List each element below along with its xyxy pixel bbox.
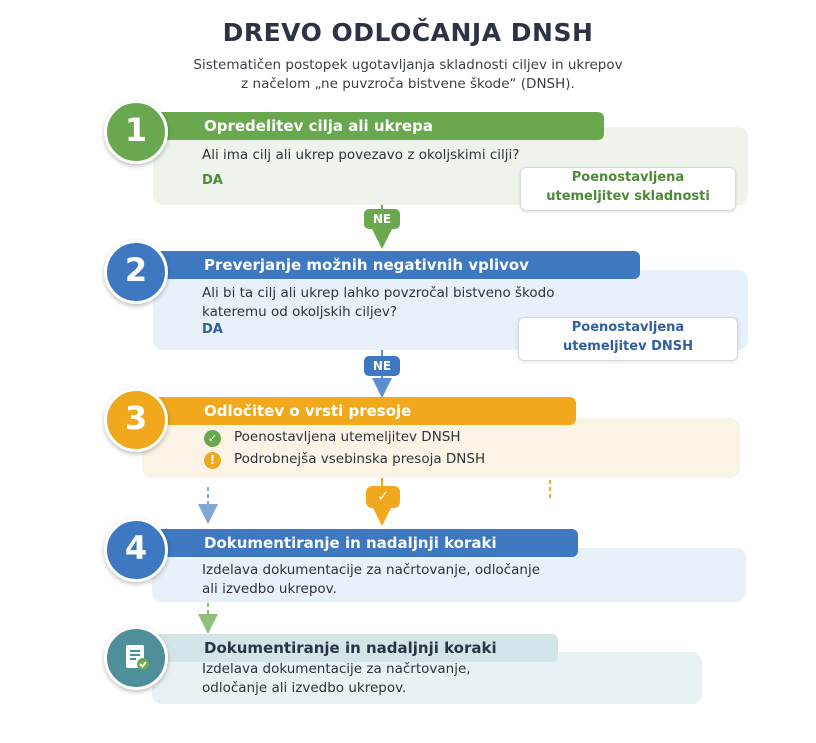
- step5-text: [202, 660, 471, 698]
- step2-yes-label: DA: [202, 322, 223, 337]
- step2-question-line-2: kateremu od okoljskih ciljev?: [202, 304, 398, 320]
- step4-text-line-2: ali izvedbo ukrepov.: [202, 581, 337, 597]
- step1-yes-label: DA: [202, 173, 223, 188]
- document-check-icon: [104, 626, 168, 690]
- step4-header: Dokumentiranje in nadaljnji koraki: [118, 529, 578, 557]
- step2-number-badge: 2: [104, 240, 168, 304]
- step2-result-line-1: Poenostavljena: [571, 320, 685, 335]
- step2-question-line-1: Ali bi ta cilj ali ukrep lahko povzročal bistveno škodo: [202, 285, 555, 301]
- step1-result-line-1: Poenostavljena: [571, 170, 685, 185]
- step5-text-line-1: Izdelava dokumentacije za načrtovanje,: [202, 661, 471, 677]
- step3-panel: [142, 418, 740, 478]
- step3-decision-check-icon: ✓: [366, 486, 400, 508]
- subtitle-line-2: z načelom „ne puvzroča bistvene škode“ (DNSH).: [241, 76, 575, 92]
- step1-question: Ali ima cilj ali ukrep povezavo z okoljskimi cilji?: [202, 147, 520, 163]
- step1-result-line-2: utemeljitev skladnosti: [546, 189, 710, 204]
- step2-header: Preverjanje možnih negativnih vplivov: [118, 251, 640, 279]
- subtitle-line-1: Sistematičen postopek ugotavljanja skladnosti ciljev in ukrepov: [193, 57, 623, 73]
- step5-text-line-2: odločanje ali izvedbo ukrepov.: [202, 680, 407, 696]
- step2-result-box: [518, 317, 738, 361]
- step5-header: Dokumentiranje in nadaljnji koraki: [118, 634, 558, 662]
- step1-no-badge: NE: [364, 209, 400, 229]
- step3-option-2: Podrobnejša vsebinska presoja DNSH: [234, 451, 486, 467]
- step2-no-badge: NE: [364, 356, 400, 376]
- step1-result-box: [520, 167, 736, 211]
- step2-question: [202, 284, 554, 322]
- step4-text-line-1: Izdelava dokumentacije za načrtovanje, odločanje: [202, 562, 541, 578]
- check-icon: ✓: [204, 430, 221, 447]
- exclamation-icon: !: [204, 452, 221, 469]
- step3-header: Odločitev o vrsti presoje: [118, 397, 576, 425]
- step1-header: Opredelitev cilja ali ukrepa: [118, 112, 604, 140]
- step2-result-line-2: utemeljitev DNSH: [563, 339, 693, 354]
- step3-option-1: Poenostavljena utemeljitev DNSH: [234, 429, 461, 445]
- step4-number-badge: 4: [104, 518, 168, 582]
- step4-text: [202, 561, 540, 599]
- step1-number-badge: 1: [104, 100, 168, 164]
- step3-number-badge: 3: [104, 388, 168, 452]
- page-title: DREVO ODLOČANJA DNSH: [222, 18, 594, 47]
